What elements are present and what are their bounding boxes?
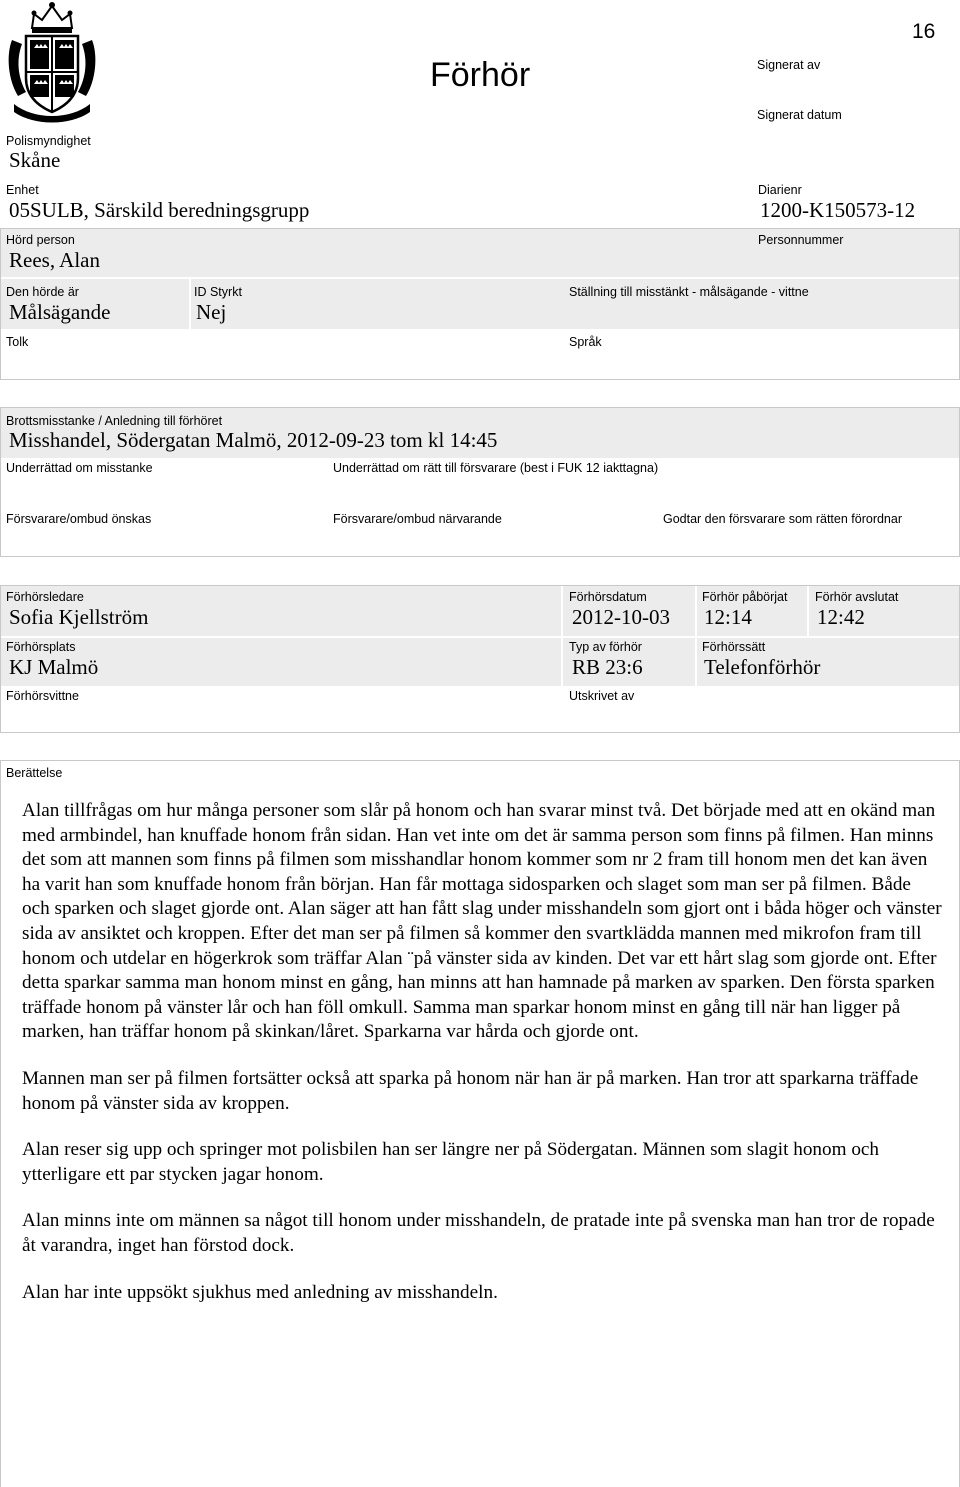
suspicion-label: Brottsmisstanke / Anledning till förhöret xyxy=(6,414,223,428)
type-label: Typ av förhör xyxy=(569,640,642,654)
police-authority-value: Skåne xyxy=(9,148,61,172)
place-value: KJ Malmö xyxy=(9,655,99,679)
id-verified-label: ID Styrkt xyxy=(194,285,242,299)
narrative-paragraph: Alan tillfrågas om hur många personer som slår på honom och han svarar minst två. Det började med att en okänd man med armbindel, han knuffade honom från sidan. Han vet inte om det är samma person som finns på filmen. Han minns det som att mannen som finns på filmen som misshandlar honom kommer som nr 2 fram till honom men det kan även ha varit han som knuffade honom från början. Han får mottaga sidosparken och slaget som man ser på filmen. Både och sparken och slaget gjorde ont. Alan säger att han fått slag under misshandeln som gjort ont i båda höger och vänster sida av ansiktet och kroppen. Efter det man ser på filmen så kommer den svartklädda mannen med mikrofon fram till honom och utdelar en högerkrok som träffar Alan ¨på vänster sida av kinden. Det var ett hårt slag som gjorde ont. Efter detta sparkar samma man honom minst en gång, han minns att han hamnade på marken av sparken. Den första sparken träffade honom på vänster lår och han föll omkull. Samma man sparkar honom minst en gång till när han ligger på marken, han träffar honom på skinkan/låret. Sparkarna var hårda och gjorde ont. xyxy=(22,800,942,1043)
case-number-label: Diarienr xyxy=(758,183,802,197)
heard-as-label: Den hörde är xyxy=(6,285,79,299)
signed-by-label: Signerat av xyxy=(757,58,821,72)
informed-defender-label: Underrättad om rätt till försvarare (best i FUK 12 iakttagna) xyxy=(333,461,659,475)
personal-number-label: Personnummer xyxy=(758,233,844,247)
interpreter-label: Tolk xyxy=(6,335,29,349)
unit-label: Enhet xyxy=(6,183,39,197)
defender-wanted-label: Försvarare/ombud önskas xyxy=(6,512,152,526)
police-authority-label: Polismyndighet xyxy=(6,134,91,148)
interrogator-value: Sofia Kjellström xyxy=(9,605,149,629)
id-verified-value: Nej xyxy=(196,300,227,324)
informed-suspicion-label: Underrättad om misstanke xyxy=(6,461,153,475)
page-number: 16 xyxy=(912,20,936,43)
started-value: 12:14 xyxy=(704,605,752,629)
started-label: Förhör påbörjat xyxy=(702,590,788,604)
interrogator-label: Förhörsledare xyxy=(6,590,84,604)
defender-present-label: Försvarare/ombud närvarande xyxy=(333,512,502,526)
narrative-paragraph: Alan har inte uppsökt sjukhus med anledning av misshandeln. xyxy=(22,1281,498,1303)
narrative-label: Berättelse xyxy=(6,766,63,780)
place-label: Förhörsplats xyxy=(6,640,76,654)
type-value: RB 23:6 xyxy=(572,655,643,679)
ended-value: 12:42 xyxy=(817,605,865,629)
method-value: Telefonförhör xyxy=(704,655,821,679)
case-number-value: 1200-K150573-12 xyxy=(760,198,916,222)
printed-by-label: Utskrivet av xyxy=(569,689,635,703)
date-value: 2012-10-03 xyxy=(572,605,670,629)
language-label: Språk xyxy=(569,335,602,349)
accept-defender-label: Godtar den försvarare som rätten förordnar xyxy=(663,512,903,526)
person-section xyxy=(0,228,960,380)
suspicion-value: Misshandel, Södergatan Malmö, 2012-09-23 tom kl 14:45 xyxy=(9,428,498,452)
unit-value: 05SULB, Särskild beredningsgrupp xyxy=(9,198,310,222)
narrative-paragraph: Alan minns inte om männen sa något till honom under misshandeln, de pratade inte på svenska man han tror de ropade åt varandra, inget han förstod dock. xyxy=(22,1210,935,1256)
signed-date-label: Signerat datum xyxy=(757,108,842,122)
narrative-paragraph: Alan reser sig upp och springer mot polisbilen han ser längre ner på Södergatan. Männen som slagit honom och ytterligare ett par stycken jagar honom. xyxy=(22,1139,880,1185)
ended-label: Förhör avslutat xyxy=(815,590,899,604)
narrative-paragraph: Mannen man ser på filmen fortsätter också att sparka på honom när han är på marken. Han tror att sparkarna träffade honom på vänster sida av kroppen. xyxy=(22,1067,919,1114)
heard-as-value: Målsägande xyxy=(9,300,111,324)
narrative-text xyxy=(22,799,942,1327)
date-label: Förhörsdatum xyxy=(569,590,647,604)
heard-person-value: Rees, Alan xyxy=(9,248,100,272)
coat-of-arms-logo xyxy=(4,0,100,126)
document-title: Förhör xyxy=(430,56,531,94)
position-label: Ställning till misstänkt - målsägande - vittne xyxy=(569,285,809,299)
heard-person-label: Hörd person xyxy=(6,233,75,247)
witness-label: Förhörsvittne xyxy=(6,689,79,703)
method-label: Förhörssätt xyxy=(702,640,766,654)
